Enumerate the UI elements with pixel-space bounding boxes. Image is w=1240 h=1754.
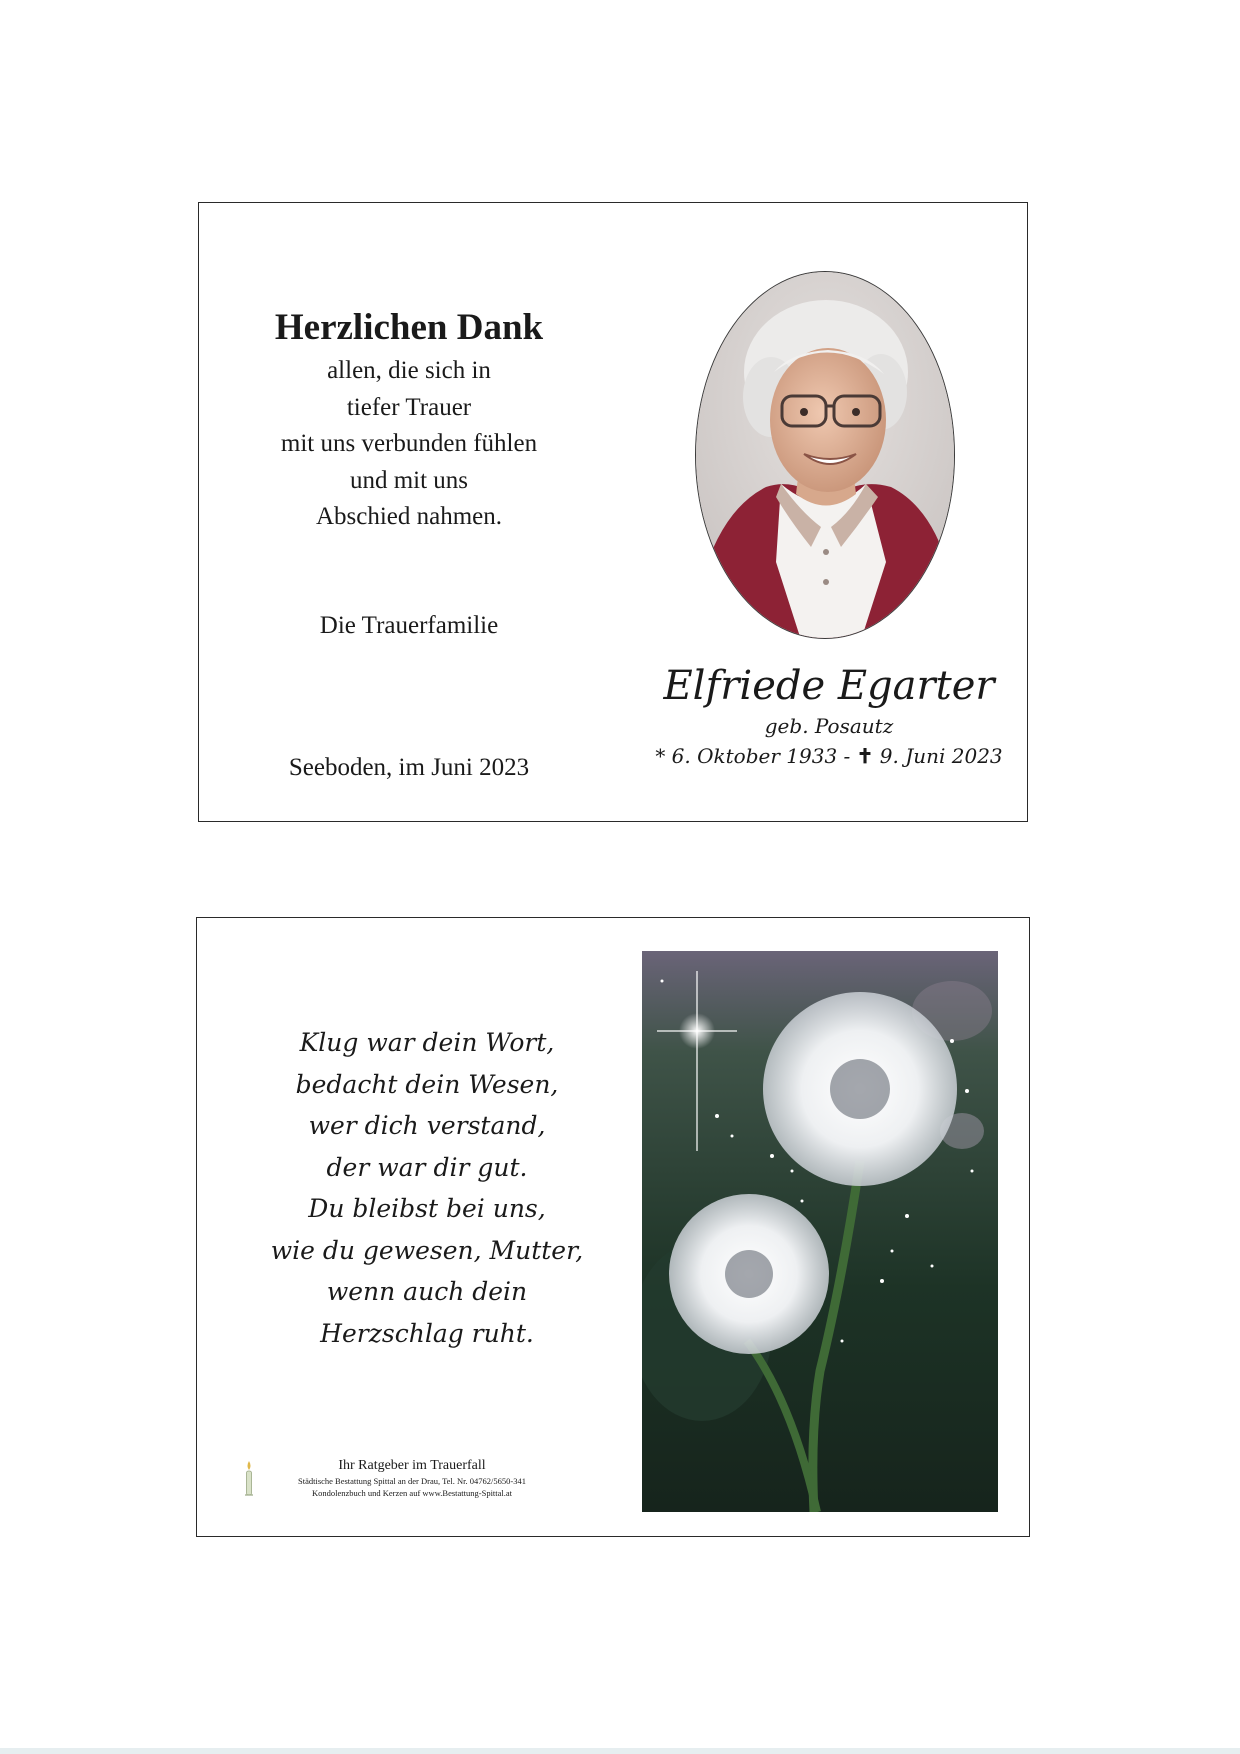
place-and-date: Seeboden, im Juni 2023 <box>288 754 530 781</box>
undertaker-footer <box>237 1456 597 1516</box>
memorial-poem <box>237 1022 617 1354</box>
poem-line: bedacht dein Wesen, <box>295 1069 559 1099</box>
poem-line: wer dich verstand, <box>308 1111 546 1140</box>
scan-edge <box>0 1748 1240 1754</box>
thank-you-line: und mit uns <box>349 466 469 494</box>
deceased-name: Elfriede Egarter <box>663 663 995 709</box>
poem-line: Herzschlag ruht. <box>320 1318 534 1348</box>
poem-line: wie du gewesen, Mutter, <box>270 1235 584 1265</box>
thank-you-text <box>239 353 579 536</box>
memorial-poem-card <box>196 917 1030 1537</box>
birth-date: * 6. Oktober 1933 - <box>655 744 851 768</box>
life-dates <box>619 743 1039 769</box>
death-date: 9. Juni 2023 <box>879 744 1003 768</box>
cross-icon: ✝ <box>856 744 874 768</box>
card-title: Herzlichen Dank <box>274 307 544 348</box>
family-signature: Die Trauerfamilie <box>319 612 499 639</box>
undertaker-website: Kondolenzbuch und Kerzen auf www.Bestattung-Spittal.at <box>311 1488 513 1498</box>
maiden-name: geb. Posautz <box>764 714 894 738</box>
poem-line: wenn auch dein <box>326 1277 528 1306</box>
dandelion-illustration <box>642 951 998 1512</box>
portrait-photo <box>695 271 955 639</box>
dandelion-photo <box>642 951 998 1512</box>
thank-you-line: tiefer Trauer <box>346 393 472 421</box>
thank-you-line: allen, die sich in <box>327 357 491 384</box>
undertaker-title: Ihr Ratgeber im Trauerfall <box>338 1458 486 1473</box>
thank-you-line: Abschied nahmen. <box>315 503 503 530</box>
candle-icon <box>242 1460 256 1498</box>
poem-line: der war dir gut. <box>326 1152 528 1182</box>
portrait-illustration <box>696 272 955 639</box>
poem-line: Du bleibst bei uns, <box>308 1194 546 1223</box>
undertaker-contact: Städtische Bestattung Spittal an der Drau, Tel. Nr. 04762/5650-341 <box>297 1476 526 1486</box>
poem-line: Klug war dein Wort, <box>299 1028 555 1057</box>
thank-you-line: mit uns verbunden fühlen <box>280 430 538 457</box>
thank-you-card <box>198 202 1028 822</box>
